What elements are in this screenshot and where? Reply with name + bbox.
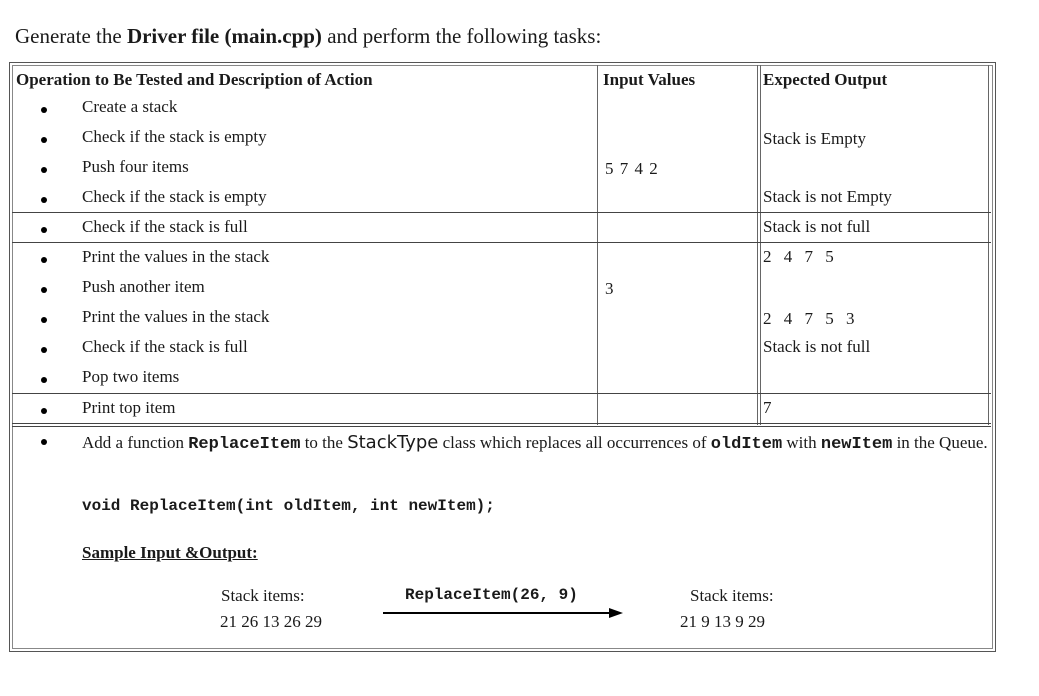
row-operation: Print top item — [82, 398, 176, 417]
bullet-icon — [41, 107, 47, 113]
row-operation: Print the values in the stack — [82, 247, 270, 266]
bullet-icon — [41, 197, 47, 203]
table-row — [0, 187, 1000, 217]
function-declaration: void ReplaceItem(int oldItem, int newItem); — [82, 497, 495, 515]
row-input: 3 — [605, 279, 615, 298]
bullet-icon — [41, 347, 47, 353]
replace-call: ReplaceItem(26, 9) — [405, 586, 578, 604]
table-row — [0, 277, 1000, 307]
table-row — [0, 307, 1000, 337]
row-output: Stack is Empty — [763, 129, 866, 148]
row-operation: Check if the stack is empty — [82, 187, 267, 206]
driver-file-name: Driver file (main.cpp) — [126, 24, 322, 48]
row-operation: Check if the stack is full — [82, 337, 248, 356]
bullet-icon — [41, 408, 47, 414]
table-row — [0, 367, 1000, 397]
header-output: Expected Output — [763, 70, 888, 89]
row-operation: Push four items — [82, 157, 189, 176]
row-input: 5 7 4 2 — [605, 159, 659, 178]
bullet-icon — [41, 167, 47, 173]
after-label: Stack items: — [690, 586, 774, 605]
row-operation: Pop two items — [82, 367, 180, 386]
bullet-icon — [41, 227, 47, 233]
table-row — [0, 157, 1000, 187]
old-item-param: oldItem — [710, 435, 783, 454]
table-row — [0, 398, 1000, 428]
header-operation: Operation to Be Tested and Description of Action — [16, 70, 373, 89]
bullet-icon — [41, 287, 47, 293]
row-output: Stack is not Empty — [763, 187, 892, 206]
replace-item-task: Add a function ReplaceItem to the StackType class which replaces all occurrences of oldItem with newItem in the Queue. — [82, 432, 988, 454]
row-output: 2 4 7 5 3 — [763, 309, 859, 328]
table-row — [0, 127, 1000, 157]
row-output: 2 4 7 5 — [763, 247, 838, 266]
before-values: 21 26 13 26 29 — [220, 612, 322, 631]
bullet-icon — [41, 377, 47, 383]
task-intro: Generate the Driver file (main.cpp) and perform the following tasks: — [15, 24, 602, 48]
table-row — [0, 337, 1000, 367]
row-operation: Check if the stack is empty — [82, 127, 267, 146]
bullet-icon — [41, 439, 47, 445]
table-row — [0, 247, 1000, 277]
row-operation: Print the values in the stack — [82, 307, 270, 326]
sample-heading: Sample Input &Output: — [82, 543, 258, 562]
row-operation: Push another item — [82, 277, 205, 296]
bullet-icon — [41, 317, 47, 323]
replace-item-function-name: ReplaceItem — [188, 435, 301, 454]
before-label: Stack items: — [221, 586, 305, 605]
row-operation: Check if the stack is full — [82, 217, 248, 236]
header-input: Input Values — [603, 70, 696, 89]
row-output: Stack is not full — [763, 337, 871, 356]
bullet-icon — [41, 257, 47, 263]
row-output: 7 — [763, 398, 772, 417]
after-values: 21 9 13 9 29 — [680, 612, 765, 631]
new-item-param: newItem — [820, 435, 893, 454]
stack-type-class-name: StackType — [347, 432, 439, 453]
bullet-icon — [41, 137, 47, 143]
row-output: Stack is not full — [763, 217, 871, 236]
table-row — [0, 217, 1000, 247]
row-operation: Create a stack — [82, 97, 178, 116]
table-row — [0, 97, 1000, 127]
arrow-icon — [383, 606, 623, 620]
